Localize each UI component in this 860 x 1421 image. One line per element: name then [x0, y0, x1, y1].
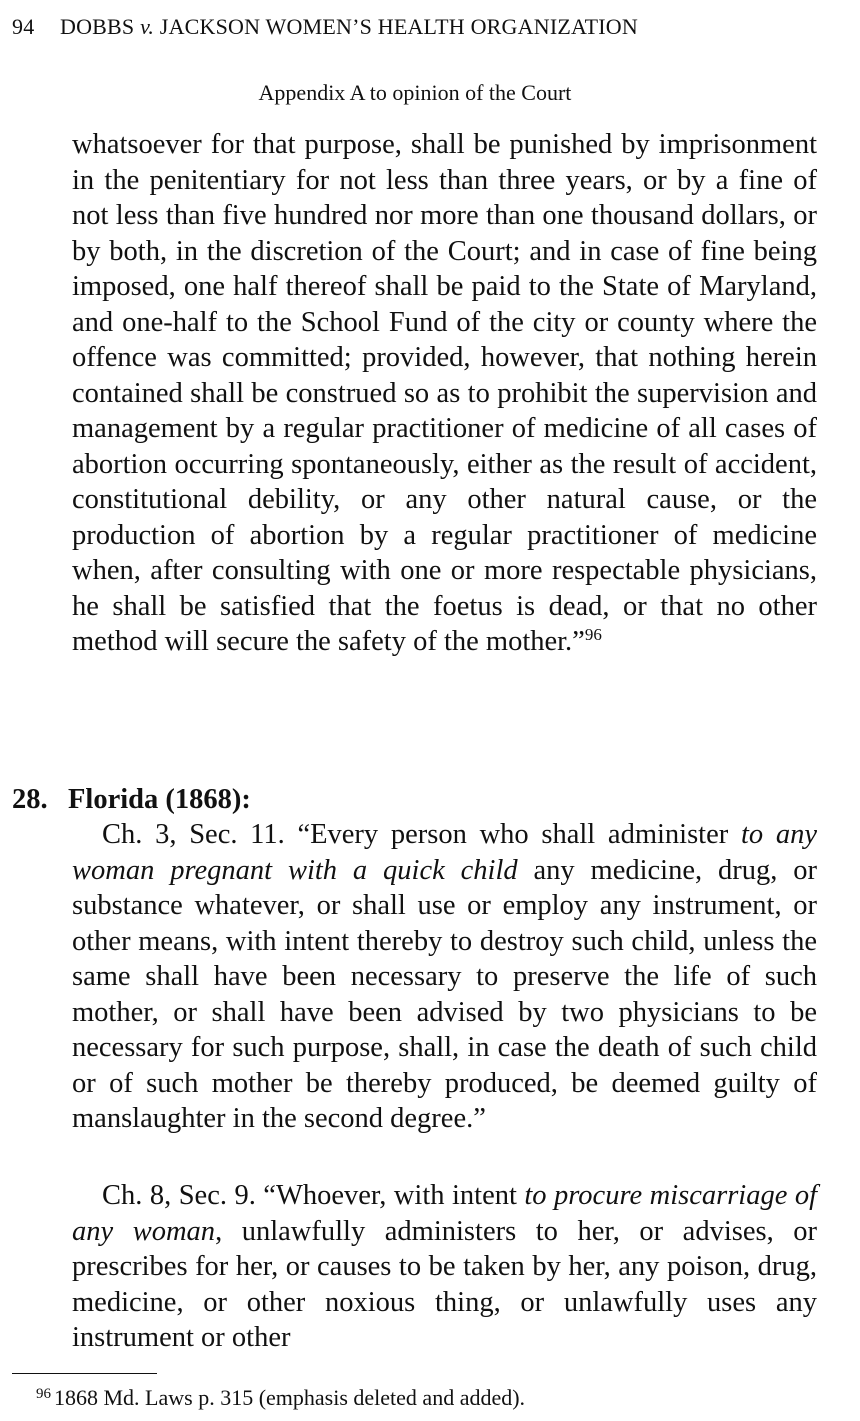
- appendix-label: Appendix A to opinion of the Court: [258, 80, 572, 105]
- footnote-number: 96: [36, 1386, 51, 1402]
- footnote-divider: [12, 1373, 157, 1374]
- florida-provision-ch3-sec11: [72, 817, 817, 1137]
- section-heading: [12, 782, 251, 818]
- case-title: [60, 14, 638, 39]
- footnote-reference: 96: [584, 625, 602, 644]
- florida-provision-ch8-sec9: [72, 1178, 817, 1356]
- provision-1-emphasis: to any woman pregnant with a quick child: [72, 819, 817, 886]
- footnote-96: [36, 1383, 525, 1413]
- provision-1-text-start: Ch. 3, Sec. 11. “Every person who shall administer: [102, 819, 741, 850]
- provision-1-text-end: any medicine, drug, or substance whatever, or shall use or employ any instrument, or other means, with intent thereby to destroy such child, unless the same shall have been necessary to preserve the life of such mother, or shall have been advised by two physicians to be necessary for such purpose, shall, in case the death of such child or of such mother be thereby produced, be deemed guilty of manslaughter in the second degree.”: [72, 854, 817, 1134]
- provision-2-text-start: Ch. 8, Sec. 9. “Whoever, with intent: [102, 1180, 525, 1211]
- case-title-part1: DOBBS: [60, 14, 141, 39]
- provision-2-emphasis: to procure miscarriage of any woman: [72, 1180, 817, 1247]
- page-number: 94: [12, 14, 35, 39]
- provision-2-text-end: , unlawfully administers to her, or advises, or prescribes for her, or causes to be taken by her, any poison, drug, medicine, or other noxious thing, or unlawfully uses any instrument or other: [72, 1215, 818, 1353]
- quote-continuation-text: whatsoever for that purpose, shall be punished by imprisonment in the penitentiary for not less than three years, or by a fine of not less than five hundred nor more than one thousand dollars, or by both, in the discretion of the Court; and in case of fine being imposed, one half thereof shall be paid to the State of Maryland, and one-half to the School Fund of the city or county where the offence was committed; provided, however, that nothing herein contained shall be construed so as to prohibit the supervision and management by a regular practitioner of medicine of all cases of abortion occurring spontaneously, either as the result of accident, constitutional debility, or any other natural cause, or the production of abortion by a regular practitioner of medicine when, after consulting with one or more respectable physicians, he shall be satisfied that the foetus is dead, or that no other method will secure the safety of the mother.”: [72, 129, 817, 657]
- case-title-part2: JACKSON WOMEN’S HEALTH ORGANIZATION: [154, 14, 638, 39]
- section-number: 28.: [12, 784, 48, 815]
- case-title-versus: v.: [140, 14, 155, 39]
- section-title: Florida (1868):: [68, 784, 251, 815]
- footnote-text: 1868 Md. Laws p. 315 (emphasis deleted and added).: [54, 1385, 526, 1410]
- quote-continuation-paragraph: [72, 127, 817, 660]
- running-header: [12, 12, 772, 42]
